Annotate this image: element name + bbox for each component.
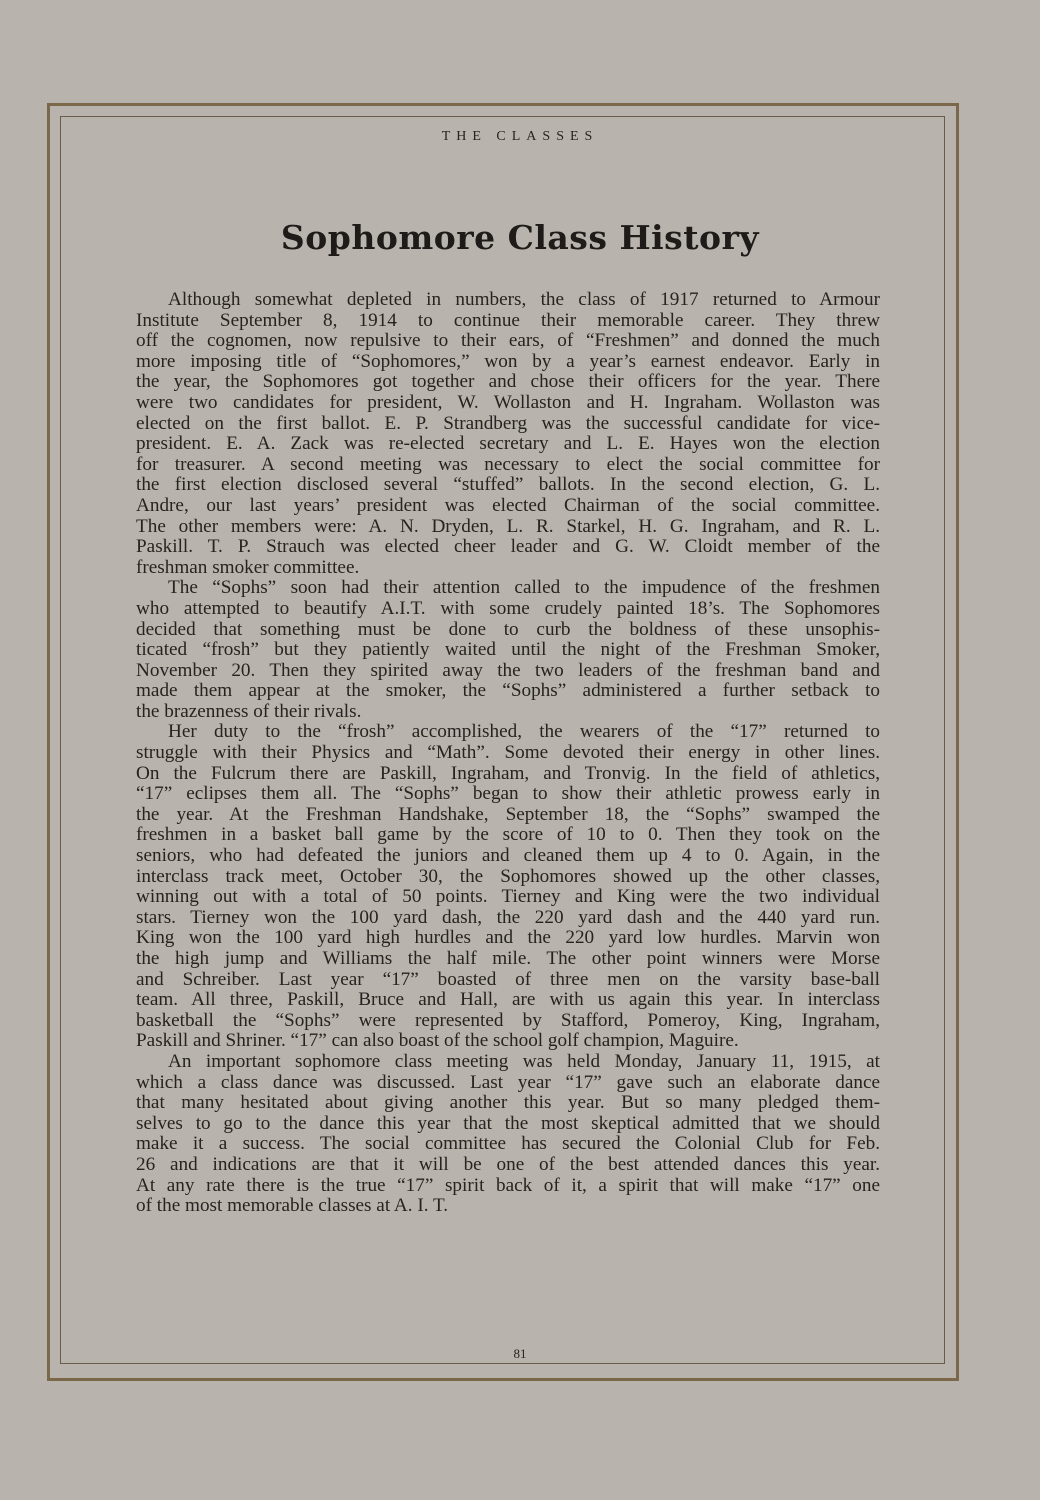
text-line: struggle with their Physics and “Math”. Some devoted their energy in other lines.	[136, 742, 880, 764]
text-line: freshmen in a basket ball game by the score of 10 to 0. Then they took on the	[136, 824, 880, 846]
text-line: were two candidates for president, W. Wollaston and H. Ingraham. Wollaston was	[136, 391, 880, 413]
text-line: more imposing title of “Sophomores,” won by a year’s earnest endeavor. Early in	[136, 350, 880, 372]
text-line: the high jump and Williams the half mile. The other point winners were Morse	[136, 948, 880, 969]
text-line: who attempted to beautify A.I.T. with some crudely painted 18’s. The Sophomores	[136, 597, 880, 619]
text-line: Paskill and Shriner. “17” can also boast of the school golf champion, Maguire.	[136, 1030, 739, 1052]
text-line: that many hesitated about giving another this year. But so many pledged them-	[136, 1092, 880, 1114]
text-line: seniors, who had defeated the juniors and cleaned them up 4 to 0. Again, in the	[136, 845, 880, 867]
text-line: for treasurer. A second meeting was necessary to elect the social committee for	[136, 453, 880, 475]
paragraph	[136, 1052, 880, 1217]
text-line: selves to go to the dance this year that the most skeptical admitted that we should	[136, 1112, 880, 1134]
text-line: decided that something must be done to curb the boldness of these unsophis-	[136, 618, 880, 640]
text-line: Her duty to the “frosh” accomplished, the wearers of the “17” returned to	[168, 721, 880, 743]
text-line: of the most memorable classes at A. I. T.	[136, 1195, 449, 1217]
text-line: The “Sophs” soon had their attention called to the impudence of the freshmen	[168, 577, 880, 599]
running-header: THE CLASSES	[441, 129, 599, 144]
text-line: the first election disclosed several “stuffed” ballots. In the second election, G. L.	[136, 474, 880, 496]
text-line: At any rate there is the true “17” spirit back of it, a spirit that will make “17” one	[136, 1174, 880, 1196]
text-line: made them appear at the smoker, the “Sophs” administered a further setback to	[136, 680, 880, 702]
text-line: the brazenness of their rivals.	[136, 700, 362, 722]
text-line: Although somewhat depleted in numbers, the class of 1917 returned to Armour	[168, 289, 880, 310]
text-line: Andre, our last years’ president was elected Chairman of the social committee.	[136, 494, 880, 516]
text-line: which a class dance was discussed. Last year “17” gave such an elaborate dance	[136, 1071, 880, 1093]
text-line: make it a success. The social committee has secured the Colonial Club for Feb.	[136, 1133, 880, 1155]
text-line: elected on the first ballot. E. P. Strandberg was the successful candidate for vice-	[136, 412, 880, 434]
text-line: president. E. A. Zack was re-elected secretary and L. E. Hayes won the election	[136, 433, 880, 455]
text-line: On the Fulcrum there are Paskill, Ingraham, and Tronvig. In the field of athletics,	[136, 762, 880, 784]
text-line: King won the 100 yard high hurdles and the 220 yard low hurdles. Marvin won	[136, 927, 880, 949]
text-line: An important sophomore class meeting was held Monday, January 11, 1915, at	[168, 1050, 880, 1072]
text-line: the year, the Sophomores got together and chose their officers for the year. There	[136, 371, 880, 393]
page-number: 81	[513, 1346, 527, 1361]
paragraph	[136, 722, 880, 1052]
text-line: freshman smoker committee.	[136, 556, 360, 578]
text-line: team. All three, Paskill, Bruce and Hall, are with us again this year. In interclass	[136, 989, 880, 1011]
text-line: stars. Tierney won the 100 yard dash, the 220 yard dash and the 440 yard run.	[136, 906, 880, 928]
paragraph	[136, 290, 880, 578]
text-line: Paskill. T. P. Strauch was elected cheer leader and G. W. Cloidt member of the	[136, 536, 880, 558]
text-line: November 20. Then they spirited away the two leaders of the freshman band and	[136, 659, 880, 681]
text-line: Institute September 8, 1914 to continue their memorable career. They threw	[136, 309, 880, 331]
text-line: ticated “frosh” but they patiently waited until the night of the Freshman Smoker,	[136, 639, 880, 661]
body-text	[136, 290, 880, 1217]
paragraph	[136, 578, 880, 722]
text-line: The other members were: A. N. Dryden, L. R. Starkel, H. G. Ingraham, and R. L.	[136, 515, 880, 537]
text-line: “17” eclipses them all. The “Sophs” began to show their athletic prowess early in	[136, 783, 880, 805]
page-title: Sophomore Class History	[280, 218, 760, 257]
text-line: off the cognomen, now repulsive to their ears, of “Freshmen” and donned the much	[136, 330, 880, 352]
text-line: basketball the “Sophs” were represented by Stafford, Pomeroy, King, Ingraham,	[136, 1009, 880, 1031]
text-line: and Schreiber. Last year “17” boasted of three men on the varsity base-ball	[136, 968, 880, 990]
text-line: the year. At the Freshman Handshake, September 18, the “Sophs” swamped the	[136, 803, 880, 825]
text-line: winning out with a total of 50 points. Tierney and King were the two individual	[136, 886, 880, 908]
text-line: interclass track meet, October 30, the Sophomores showed up the other classes,	[136, 865, 880, 887]
text-line: 26 and indications are that it will be one of the best attended dances this year.	[136, 1153, 880, 1175]
